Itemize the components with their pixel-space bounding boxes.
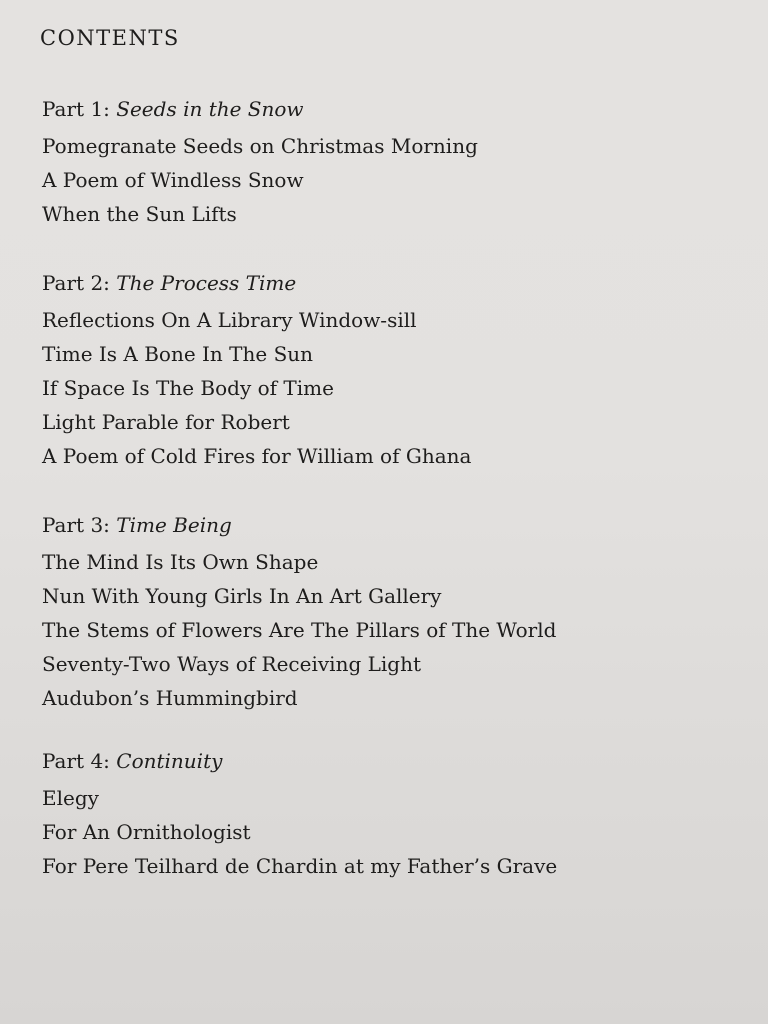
toc-entry: If Space Is The Body of Time xyxy=(42,376,334,400)
part-3-header xyxy=(42,512,742,540)
part-4-section xyxy=(42,748,742,883)
toc-entry: A Poem of Windless Snow xyxy=(42,168,304,192)
part-2-subtitle: The Process Time xyxy=(116,271,297,295)
part-3-label: Part 3: xyxy=(42,513,117,537)
part-3-subtitle: Time Being xyxy=(116,513,232,537)
part-1-label: Part 1: xyxy=(42,97,117,121)
part-3-entries xyxy=(42,545,742,715)
part-1-section xyxy=(42,96,742,231)
toc-entry: When the Sun Lifts xyxy=(42,202,237,226)
toc-entry: For Pere Teilhard de Chardin at my Father’s Grave xyxy=(42,854,558,878)
part-2-section xyxy=(42,270,742,473)
page-title: CONTENTS xyxy=(40,26,180,50)
part-1-subtitle: Seeds in the Snow xyxy=(116,97,304,121)
toc-entry: Reflections On A Library Window-sill xyxy=(42,308,417,332)
toc-entry: Light Parable for Robert xyxy=(42,410,290,434)
toc-entry: Nun With Young Girls In An Art Gallery xyxy=(42,584,442,608)
toc-entry: For An Ornithologist xyxy=(42,820,251,844)
toc-entry: The Mind Is Its Own Shape xyxy=(42,550,319,574)
toc-entry: Time Is A Bone In The Sun xyxy=(42,342,314,366)
part-1-entries xyxy=(42,129,742,231)
toc-entry: Pomegranate Seeds on Christmas Morning xyxy=(42,134,478,158)
part-2-entries xyxy=(42,303,742,473)
toc-entry: Seventy-Two Ways of Receiving Light xyxy=(42,652,422,676)
part-2-label: Part 2: xyxy=(42,271,117,295)
toc-entry: Elegy xyxy=(42,786,99,810)
part-4-subtitle: Continuity xyxy=(116,749,223,773)
part-4-label: Part 4: xyxy=(42,749,117,773)
part-3-section xyxy=(42,512,742,715)
part-2-header xyxy=(42,270,742,298)
part-4-header xyxy=(42,748,742,776)
part-4-entries xyxy=(42,781,742,883)
toc-entry: The Stems of Flowers Are The Pillars of The World xyxy=(42,618,557,642)
toc-entry: A Poem of Cold Fires for William of Ghana xyxy=(42,444,472,468)
part-1-header xyxy=(42,96,742,124)
toc-entry: Audubon’s Hummingbird xyxy=(42,686,298,710)
